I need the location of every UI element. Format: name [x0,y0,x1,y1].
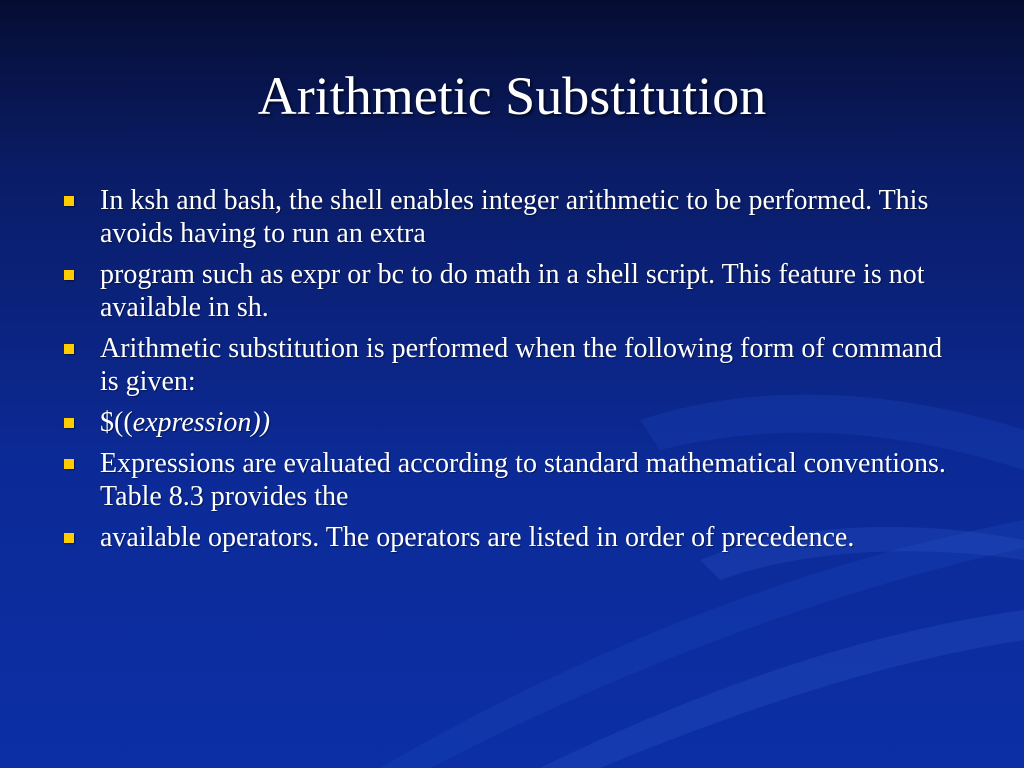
bullet-text: In ksh and bash, the shell enables integer arithmetic to be performed. This avoids having to run an extra [100,185,929,249]
bullet-text: Arithmetic substitution is performed when the following form of command is given: [100,333,943,397]
bullet-item [60,406,960,439]
bullet-text: program such as expr or bc to do math in a shell script. This feature is not available in sh. [100,259,925,323]
bullet-text: Expressions are evaluated according to standard mathematical conventions. Table 8.3 provides the [100,448,946,512]
bullet-text-expression [100,406,960,439]
bullet-item [60,521,960,554]
square-bullet-icon [64,418,74,428]
bullet-item [60,184,960,250]
bullet-text: available operators. The operators are listed in order of precedence. [100,522,855,553]
square-bullet-icon [64,344,74,354]
expression-italic: expression)) [132,407,271,438]
slide-title: Arithmetic Substitution [257,66,767,126]
square-bullet-icon [64,196,74,206]
bullet-item [60,447,960,513]
square-bullet-icon [64,459,74,469]
square-bullet-icon [64,270,74,280]
square-bullet-icon [64,533,74,543]
expression-prefix: $(( [100,407,133,438]
bullet-item [60,258,960,324]
bullet-item [60,332,960,398]
bullet-list [60,184,960,562]
